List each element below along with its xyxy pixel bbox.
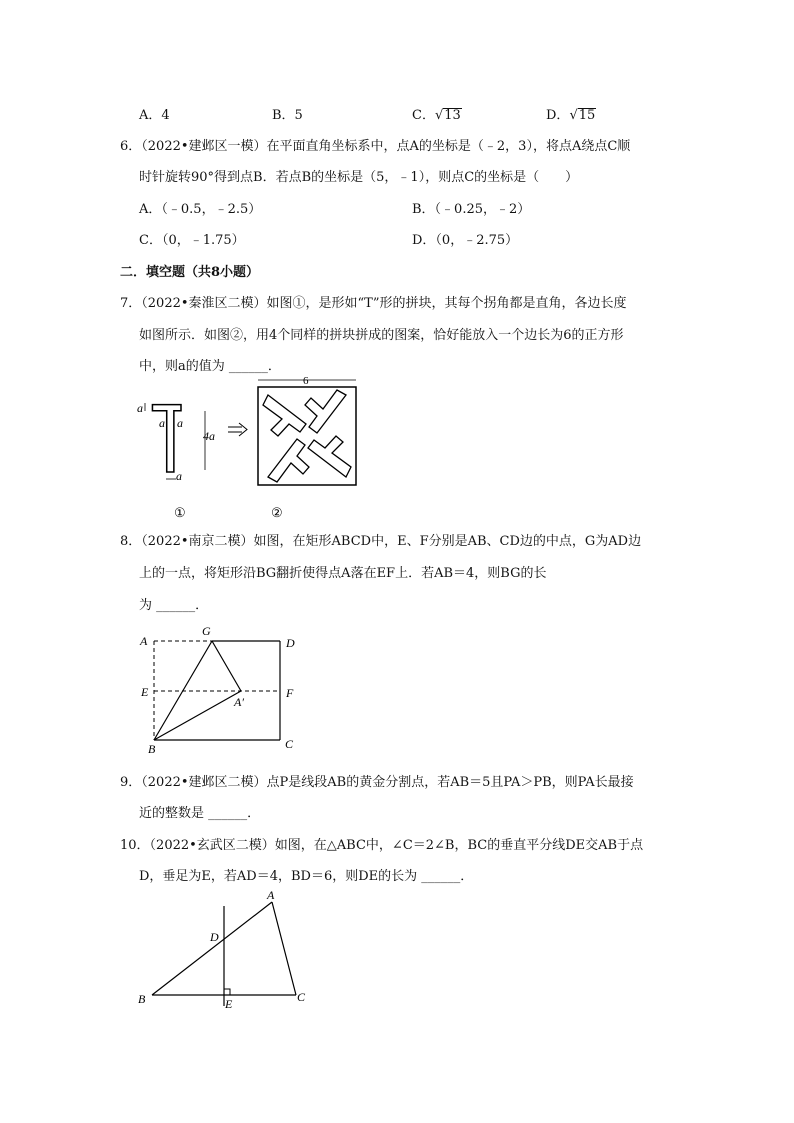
q9-text-line2: 近的整数是 ______． [139,806,261,821]
side-ac [272,902,296,995]
q5-option-c: C．√13 [412,108,461,123]
q5-option-a: A．4 [139,108,170,123]
q10-text-line2: D，垂足为E，若AD＝4，BD＝6，则DE的长为 ______． [139,869,474,884]
q8-figure [130,620,310,755]
point-b: B [138,992,146,1006]
label-4a: 4a [203,429,215,443]
q7-text-line2: 如图所示．如图②，用4个同样的拼块拼成的图案，恰好能放入一个边长为6的正方形 [139,328,624,343]
point-g: G [202,624,211,638]
q8-text-line3: 为 ______． [139,598,209,613]
label-a: a [137,401,143,415]
q5-option-d: D．√15 [546,108,596,123]
caption-1: ① [174,505,186,520]
pinwheel-pattern [263,390,351,482]
q6-option-c: C．（0，﹣1.75） [139,233,245,248]
q8-text-line1: 8．（2022•南京二模）如图，在矩形ABCD中，E、F分别是AB、CD边的中点，G为AD边 [120,534,642,549]
point-e: E [225,997,233,1011]
sqrt-symbol: √ [569,108,578,123]
arrow-icon [228,423,247,436]
q7-text-line3: 中，则a的值为 ______． [139,359,281,374]
point-e: E [141,685,149,699]
q5-option-b: B．5 [272,108,303,123]
point-b: B [148,742,156,755]
point-d: D [210,930,219,944]
caption-2: ② [271,505,283,520]
q10-text-line1: 10．（2022•玄武区二模）如图，在△ABC中，∠C＝2∠B，BC的垂直平分线DE交AB于点 [120,838,644,853]
q7-figure [130,372,370,522]
sqrt-symbol: √ [434,108,444,123]
point-a: A [267,888,275,902]
point-c: C [297,990,306,1004]
point-f: F [286,686,294,700]
point-a-prime: A′ [234,695,244,709]
point-c: C [285,737,294,751]
side-ba [152,902,272,995]
q6-option-a: A．（﹣0.5，﹣2.5） [139,202,262,217]
point-d: D [286,636,295,650]
q6-text-line1: 6．（2022•建邺区一模）在平面直角坐标系中，点A的坐标是（﹣2，3），将点A绕点C顺 [120,139,631,154]
label-6: 6 [303,375,309,387]
radicand: 13 [444,108,461,123]
q10-figure [130,888,320,1018]
label-a: a [159,416,165,430]
q6-option-b: B．（﹣0.25，﹣2） [412,202,531,217]
q8-text-line2: 上的一点，将矩形沿BG翻折使得点A落在EF上．若AB＝4，则BG的长 [139,566,547,581]
t-piece-outline [152,405,181,472]
q6-option-d: D．（0，﹣2.75） [412,233,519,248]
q6-text-line2: 时针旋转90°得到点B．若点B的坐标是（5，﹣1），则点C的坐标是（ ） [139,170,579,185]
radicand: 15 [578,108,596,123]
point-a: A [140,634,148,648]
label-a: a [177,416,183,430]
q9-text-line1: 9．（2022•建邺区二模）点P是线段AB的黄金分割点，若AB＝5且PA＞PB，则PA长最接 [120,775,634,790]
segment-ba1 [154,691,241,740]
section-title: 二．填空题（共8小题） [120,265,260,280]
right-angle-mark [224,989,230,995]
segment-ga1 [212,641,241,691]
q7-text-line1: 7．（2022•秦淮区二模）如图①，是形如“T”形的拼块，其每个拐角都是直角，各边长度 [120,296,627,311]
label-a: a [176,469,182,483]
